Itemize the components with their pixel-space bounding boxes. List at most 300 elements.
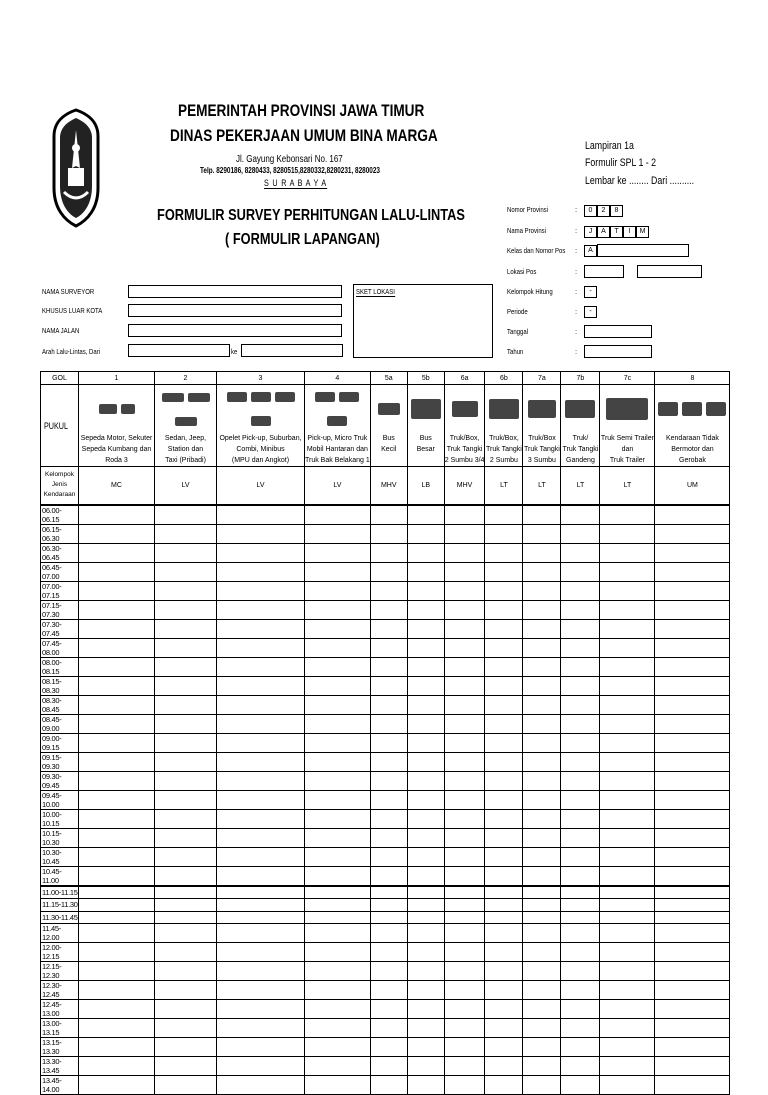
count-cell[interactable] [655, 981, 730, 1000]
count-cell[interactable] [305, 1076, 371, 1095]
count-cell[interactable] [444, 924, 485, 943]
count-cell[interactable] [655, 899, 730, 912]
count-cell[interactable] [485, 771, 523, 790]
count-cell[interactable] [444, 962, 485, 981]
count-cell[interactable] [79, 771, 155, 790]
count-cell[interactable] [407, 505, 444, 525]
count-cell[interactable] [217, 899, 305, 912]
count-cell[interactable] [655, 828, 730, 847]
count-cell[interactable] [600, 962, 655, 981]
count-cell[interactable] [305, 809, 371, 828]
count-cell[interactable] [305, 695, 371, 714]
count-cell[interactable] [407, 899, 444, 912]
count-cell[interactable] [655, 1000, 730, 1019]
count-cell[interactable] [485, 676, 523, 695]
count-cell[interactable] [561, 771, 600, 790]
count-cell[interactable] [79, 676, 155, 695]
kelas-input[interactable] [597, 244, 689, 257]
count-cell[interactable] [523, 1000, 561, 1019]
count-cell[interactable] [523, 600, 561, 619]
count-cell[interactable] [407, 638, 444, 657]
nama-jalan-input[interactable] [128, 324, 342, 337]
count-cell[interactable] [370, 771, 407, 790]
count-cell[interactable] [655, 1038, 730, 1057]
count-cell[interactable] [561, 943, 600, 962]
count-cell[interactable] [155, 714, 217, 733]
count-cell[interactable] [155, 543, 217, 562]
count-cell[interactable] [407, 676, 444, 695]
count-cell[interactable] [523, 886, 561, 899]
count-cell[interactable] [523, 524, 561, 543]
count-cell[interactable] [485, 543, 523, 562]
nama-provinsi-letter[interactable]: M [636, 226, 649, 238]
count-cell[interactable] [600, 733, 655, 752]
count-cell[interactable] [444, 581, 485, 600]
count-cell[interactable] [600, 866, 655, 886]
count-cell[interactable] [523, 828, 561, 847]
count-cell[interactable] [217, 924, 305, 943]
count-cell[interactable] [407, 866, 444, 886]
count-cell[interactable] [79, 1019, 155, 1038]
count-cell[interactable] [79, 695, 155, 714]
count-cell[interactable] [155, 981, 217, 1000]
count-cell[interactable] [217, 911, 305, 924]
count-cell[interactable] [407, 1076, 444, 1095]
count-cell[interactable] [561, 828, 600, 847]
count-cell[interactable] [305, 886, 371, 899]
count-cell[interactable] [407, 581, 444, 600]
count-cell[interactable] [217, 943, 305, 962]
count-cell[interactable] [305, 733, 371, 752]
count-cell[interactable] [485, 981, 523, 1000]
count-cell[interactable] [523, 581, 561, 600]
count-cell[interactable] [655, 600, 730, 619]
count-cell[interactable] [655, 911, 730, 924]
count-cell[interactable] [523, 943, 561, 962]
count-cell[interactable] [444, 562, 485, 581]
count-cell[interactable] [155, 828, 217, 847]
count-cell[interactable] [600, 1038, 655, 1057]
count-cell[interactable] [485, 899, 523, 912]
count-cell[interactable] [407, 733, 444, 752]
count-cell[interactable] [655, 695, 730, 714]
count-cell[interactable] [370, 714, 407, 733]
nama-provinsi-letter[interactable]: J [584, 226, 597, 238]
count-cell[interactable] [305, 899, 371, 912]
count-cell[interactable] [155, 886, 217, 899]
count-cell[interactable] [523, 695, 561, 714]
count-cell[interactable] [217, 962, 305, 981]
count-cell[interactable] [655, 619, 730, 638]
count-cell[interactable] [600, 619, 655, 638]
count-cell[interactable] [370, 911, 407, 924]
count-cell[interactable] [407, 714, 444, 733]
tahun-input[interactable] [584, 345, 652, 358]
count-cell[interactable] [655, 924, 730, 943]
count-cell[interactable] [523, 1019, 561, 1038]
count-cell[interactable] [600, 828, 655, 847]
count-cell[interactable] [655, 962, 730, 981]
count-cell[interactable] [561, 619, 600, 638]
count-cell[interactable] [370, 1019, 407, 1038]
count-cell[interactable] [79, 981, 155, 1000]
count-cell[interactable] [79, 619, 155, 638]
count-cell[interactable] [655, 581, 730, 600]
count-cell[interactable] [485, 562, 523, 581]
count-cell[interactable] [600, 771, 655, 790]
count-cell[interactable] [407, 1000, 444, 1019]
count-cell[interactable] [155, 809, 217, 828]
count-cell[interactable] [370, 543, 407, 562]
lokasi-pos-input-2[interactable] [637, 265, 702, 278]
count-cell[interactable] [155, 899, 217, 912]
count-cell[interactable] [523, 847, 561, 866]
count-cell[interactable] [444, 543, 485, 562]
count-cell[interactable] [444, 733, 485, 752]
count-cell[interactable] [485, 619, 523, 638]
count-cell[interactable] [655, 543, 730, 562]
count-cell[interactable] [561, 809, 600, 828]
count-cell[interactable] [79, 562, 155, 581]
count-cell[interactable] [79, 752, 155, 771]
count-cell[interactable] [155, 600, 217, 619]
count-cell[interactable] [655, 505, 730, 525]
count-cell[interactable] [444, 657, 485, 676]
tanggal-input[interactable] [584, 325, 652, 338]
count-cell[interactable] [444, 1000, 485, 1019]
kelompok-hitung-value[interactable]: - [584, 286, 597, 298]
count-cell[interactable] [485, 657, 523, 676]
count-cell[interactable] [79, 714, 155, 733]
count-cell[interactable] [561, 638, 600, 657]
count-cell[interactable] [407, 924, 444, 943]
count-cell[interactable] [79, 1057, 155, 1076]
count-cell[interactable] [407, 1038, 444, 1057]
count-cell[interactable] [370, 638, 407, 657]
count-cell[interactable] [217, 771, 305, 790]
count-cell[interactable] [655, 562, 730, 581]
count-cell[interactable] [79, 657, 155, 676]
count-cell[interactable] [561, 714, 600, 733]
nomor-provinsi-digit[interactable]: 8 [610, 205, 623, 217]
count-cell[interactable] [444, 695, 485, 714]
count-cell[interactable] [444, 1057, 485, 1076]
count-cell[interactable] [655, 771, 730, 790]
count-cell[interactable] [155, 771, 217, 790]
count-cell[interactable] [155, 619, 217, 638]
count-cell[interactable] [305, 1057, 371, 1076]
count-cell[interactable] [155, 962, 217, 981]
count-cell[interactable] [444, 619, 485, 638]
count-cell[interactable] [561, 676, 600, 695]
count-cell[interactable] [370, 847, 407, 866]
count-cell[interactable] [217, 505, 305, 525]
count-cell[interactable] [155, 562, 217, 581]
count-cell[interactable] [485, 505, 523, 525]
count-cell[interactable] [305, 657, 371, 676]
count-cell[interactable] [155, 524, 217, 543]
count-cell[interactable] [155, 1019, 217, 1038]
count-cell[interactable] [561, 1000, 600, 1019]
count-cell[interactable] [407, 911, 444, 924]
count-cell[interactable] [79, 1076, 155, 1095]
count-cell[interactable] [407, 619, 444, 638]
count-cell[interactable] [523, 962, 561, 981]
count-cell[interactable] [655, 943, 730, 962]
count-cell[interactable] [370, 943, 407, 962]
count-cell[interactable] [305, 1038, 371, 1057]
count-cell[interactable] [79, 733, 155, 752]
count-cell[interactable] [79, 962, 155, 981]
count-cell[interactable] [155, 638, 217, 657]
count-cell[interactable] [155, 943, 217, 962]
count-cell[interactable] [485, 752, 523, 771]
count-cell[interactable] [485, 790, 523, 809]
count-cell[interactable] [370, 695, 407, 714]
count-cell[interactable] [305, 562, 371, 581]
count-cell[interactable] [485, 524, 523, 543]
count-cell[interactable] [79, 638, 155, 657]
count-cell[interactable] [305, 828, 371, 847]
count-cell[interactable] [155, 1076, 217, 1095]
count-cell[interactable] [217, 524, 305, 543]
count-cell[interactable] [600, 924, 655, 943]
count-cell[interactable] [561, 1076, 600, 1095]
count-cell[interactable] [523, 1076, 561, 1095]
count-cell[interactable] [444, 600, 485, 619]
count-cell[interactable] [305, 638, 371, 657]
count-cell[interactable] [561, 524, 600, 543]
count-cell[interactable] [561, 695, 600, 714]
count-cell[interactable] [444, 981, 485, 1000]
count-cell[interactable] [523, 714, 561, 733]
count-cell[interactable] [600, 899, 655, 912]
count-cell[interactable] [444, 809, 485, 828]
count-cell[interactable] [444, 828, 485, 847]
count-cell[interactable] [485, 733, 523, 752]
count-cell[interactable] [561, 505, 600, 525]
count-cell[interactable] [79, 581, 155, 600]
count-cell[interactable] [217, 619, 305, 638]
count-cell[interactable] [600, 809, 655, 828]
count-cell[interactable] [444, 752, 485, 771]
count-cell[interactable] [655, 657, 730, 676]
count-cell[interactable] [485, 943, 523, 962]
count-cell[interactable] [655, 733, 730, 752]
count-cell[interactable] [485, 714, 523, 733]
count-cell[interactable] [370, 1000, 407, 1019]
count-cell[interactable] [523, 1057, 561, 1076]
count-cell[interactable] [561, 543, 600, 562]
count-cell[interactable] [407, 809, 444, 828]
count-cell[interactable] [370, 562, 407, 581]
count-cell[interactable] [217, 562, 305, 581]
count-cell[interactable] [217, 1076, 305, 1095]
arah-dari-input[interactable] [128, 344, 230, 357]
count-cell[interactable] [370, 886, 407, 899]
count-cell[interactable] [444, 714, 485, 733]
count-cell[interactable] [407, 695, 444, 714]
count-cell[interactable] [79, 524, 155, 543]
count-cell[interactable] [561, 581, 600, 600]
count-cell[interactable] [217, 828, 305, 847]
count-cell[interactable] [370, 809, 407, 828]
count-cell[interactable] [600, 886, 655, 899]
count-cell[interactable] [217, 657, 305, 676]
count-cell[interactable] [485, 924, 523, 943]
count-cell[interactable] [444, 676, 485, 695]
count-cell[interactable] [600, 790, 655, 809]
count-cell[interactable] [655, 866, 730, 886]
count-cell[interactable] [217, 733, 305, 752]
count-cell[interactable] [444, 943, 485, 962]
count-cell[interactable] [561, 600, 600, 619]
count-cell[interactable] [600, 943, 655, 962]
count-cell[interactable] [561, 924, 600, 943]
count-cell[interactable] [217, 1038, 305, 1057]
count-cell[interactable] [523, 790, 561, 809]
count-cell[interactable] [523, 505, 561, 525]
count-cell[interactable] [485, 1019, 523, 1038]
count-cell[interactable] [407, 943, 444, 962]
count-cell[interactable] [155, 581, 217, 600]
count-cell[interactable] [600, 676, 655, 695]
nama-provinsi-letter[interactable]: T [610, 226, 623, 238]
count-cell[interactable] [155, 847, 217, 866]
count-cell[interactable] [600, 1076, 655, 1095]
count-cell[interactable] [444, 911, 485, 924]
count-cell[interactable] [370, 733, 407, 752]
count-cell[interactable] [561, 1038, 600, 1057]
count-cell[interactable] [655, 714, 730, 733]
count-cell[interactable] [523, 899, 561, 912]
count-cell[interactable] [79, 847, 155, 866]
count-cell[interactable] [217, 866, 305, 886]
count-cell[interactable] [561, 1057, 600, 1076]
count-cell[interactable] [600, 981, 655, 1000]
count-cell[interactable] [305, 1000, 371, 1019]
count-cell[interactable] [600, 543, 655, 562]
count-cell[interactable] [217, 790, 305, 809]
count-cell[interactable] [523, 543, 561, 562]
count-cell[interactable] [305, 771, 371, 790]
count-cell[interactable] [655, 809, 730, 828]
count-cell[interactable] [155, 911, 217, 924]
count-cell[interactable] [523, 1038, 561, 1057]
count-cell[interactable] [370, 899, 407, 912]
count-cell[interactable] [485, 866, 523, 886]
count-cell[interactable] [370, 1038, 407, 1057]
count-cell[interactable] [370, 676, 407, 695]
sket-lokasi-box[interactable] [353, 284, 493, 358]
count-cell[interactable] [600, 1057, 655, 1076]
count-cell[interactable] [523, 619, 561, 638]
count-cell[interactable] [407, 981, 444, 1000]
count-cell[interactable] [79, 600, 155, 619]
count-cell[interactable] [444, 1038, 485, 1057]
count-cell[interactable] [79, 828, 155, 847]
count-cell[interactable] [370, 752, 407, 771]
count-cell[interactable] [217, 695, 305, 714]
count-cell[interactable] [523, 676, 561, 695]
count-cell[interactable] [305, 524, 371, 543]
count-cell[interactable] [155, 1057, 217, 1076]
count-cell[interactable] [485, 1057, 523, 1076]
count-cell[interactable] [444, 505, 485, 525]
count-cell[interactable] [444, 847, 485, 866]
count-cell[interactable] [305, 619, 371, 638]
count-cell[interactable] [155, 505, 217, 525]
count-cell[interactable] [561, 790, 600, 809]
count-cell[interactable] [561, 981, 600, 1000]
count-cell[interactable] [485, 638, 523, 657]
count-cell[interactable] [655, 1019, 730, 1038]
count-cell[interactable] [155, 1038, 217, 1057]
count-cell[interactable] [444, 1019, 485, 1038]
count-cell[interactable] [305, 676, 371, 695]
count-cell[interactable] [155, 733, 217, 752]
count-cell[interactable] [217, 581, 305, 600]
count-cell[interactable] [485, 809, 523, 828]
count-cell[interactable] [655, 847, 730, 866]
count-cell[interactable] [155, 866, 217, 886]
count-cell[interactable] [523, 733, 561, 752]
lokasi-pos-input[interactable] [584, 265, 624, 278]
count-cell[interactable] [655, 752, 730, 771]
count-cell[interactable] [305, 943, 371, 962]
count-cell[interactable] [305, 1019, 371, 1038]
count-cell[interactable] [305, 866, 371, 886]
count-cell[interactable] [155, 1000, 217, 1019]
count-cell[interactable] [561, 657, 600, 676]
count-cell[interactable] [217, 752, 305, 771]
count-cell[interactable] [79, 790, 155, 809]
count-cell[interactable] [600, 695, 655, 714]
count-cell[interactable] [305, 924, 371, 943]
count-cell[interactable] [370, 657, 407, 676]
count-cell[interactable] [79, 809, 155, 828]
count-cell[interactable] [407, 524, 444, 543]
count-cell[interactable] [523, 911, 561, 924]
count-cell[interactable] [305, 911, 371, 924]
count-cell[interactable] [444, 790, 485, 809]
count-cell[interactable] [305, 847, 371, 866]
count-cell[interactable] [305, 581, 371, 600]
count-cell[interactable] [79, 505, 155, 525]
count-cell[interactable] [523, 752, 561, 771]
count-cell[interactable] [370, 828, 407, 847]
nama-surveyor-input[interactable] [128, 285, 342, 298]
count-cell[interactable] [370, 581, 407, 600]
count-cell[interactable] [370, 600, 407, 619]
count-cell[interactable] [305, 752, 371, 771]
count-cell[interactable] [370, 1076, 407, 1095]
count-cell[interactable] [485, 1076, 523, 1095]
count-cell[interactable] [600, 562, 655, 581]
count-cell[interactable] [655, 886, 730, 899]
count-cell[interactable] [217, 600, 305, 619]
count-cell[interactable] [600, 657, 655, 676]
count-cell[interactable] [217, 1000, 305, 1019]
nama-provinsi-letter[interactable]: I [623, 226, 636, 238]
count-cell[interactable] [655, 676, 730, 695]
count-cell[interactable] [444, 1076, 485, 1095]
count-cell[interactable] [79, 886, 155, 899]
count-cell[interactable] [370, 866, 407, 886]
count-cell[interactable] [655, 1076, 730, 1095]
count-cell[interactable] [655, 790, 730, 809]
count-cell[interactable] [370, 924, 407, 943]
